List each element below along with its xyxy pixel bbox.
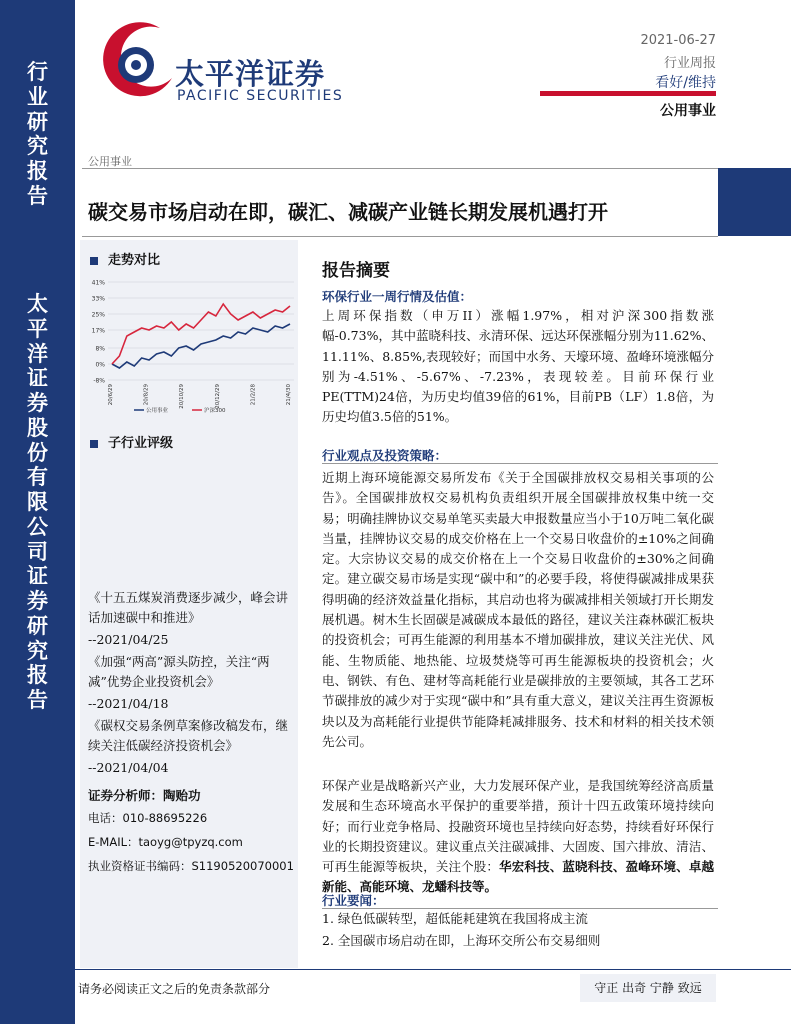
related-report: 《碳权交易条例草案修改稿发布，继续关注低碳经济投资机会》	[88, 718, 289, 753]
analyst-phone: 电话：010-88695226	[88, 811, 208, 825]
pacific-securities-logo-icon	[98, 20, 180, 102]
rating: 看好/维持	[655, 75, 716, 91]
square-bullet-icon	[90, 440, 98, 448]
page-title: 碳交易市场启动在即，碳汇、减碳产业链长期发展机遇打开	[88, 200, 608, 224]
rating-heading: 子行业评级	[90, 432, 173, 451]
related-report: 《十五五煤炭消费逐步减少，峰会讲话加速碳中和推进》	[88, 590, 289, 625]
analyst-name: 证券分析师：陶贻功	[88, 788, 201, 803]
footer-motto: 守正 出奇 宁静 致远	[580, 974, 716, 1002]
y-tick-label: 41%	[91, 279, 105, 287]
brand-name-cn: 太平洋证券	[175, 57, 326, 91]
summary-heading-strategy: 行业观点及投资策略：	[322, 448, 448, 463]
y-tick-label: 17%	[91, 327, 105, 335]
y-tick-label: 33%	[91, 295, 105, 303]
analyst-license: 执业资格证书编码：S1190520070001	[88, 859, 294, 873]
analyst-email: E-MAIL：taoyg@tpyzq.com	[88, 835, 243, 849]
summary-paragraph: 近期上海环境能源交易所发布《关于全国碳排放权交易相关事项的公告》。全国碳排放权交易机构负责组织开展全国碳排放权集中统一交易；明确挂牌协议交易单笔买卖最大申报数量应当小于10万吨二氧化碳当量，挂牌协议交易的成交价格在上一个交易日收盘价的±10%之间确定。大宗协议交易的成交价格在上一个交易日收盘价的±30%之间确定。建立碳交易市场是实现“碳中和”的必要手段，将使得碳减排成果获得明确的经济效益量化指标，其启动也将为碳减排相关领域打开长期发展机遇。树木生长固碳是减碳成本最低的路径，建议关注森林碳汇板块的投资机会；可再生能源的利用基本不增加碳排放，建议关注光伏、风能、生物质能、地热能、垃圾焚烧等可再生能源板块的投资机会；火电、钢铁、有色、建材等高耗能行业是碳排放的主要领域，其各工艺环节碳排放的减少对于实现“碳中和”具有重大意义，建议关注再生资源板块以及为高耗能行业提供节能降耗减排服务、技术和材料的相关技术领先公司。	[322, 470, 714, 749]
divider	[82, 236, 718, 237]
y-tick-label: 0%	[95, 361, 105, 369]
divider	[82, 168, 718, 169]
title-band	[718, 168, 791, 236]
footer-disclaimer: 请务必阅读正文之后的免责条款部分	[78, 982, 271, 996]
report-type: 行业周报	[663, 56, 716, 71]
sidebar-vertical-top: 行 业 研 究 报 告	[27, 59, 48, 208]
related-report-date: --2021/04/25	[88, 632, 169, 647]
legend-label: 沪深300	[204, 408, 226, 414]
sidebar-vertical-bottom: 太 平 洋 证 券 股 份 有 限 公 司 证 券 研 究 报 告	[27, 291, 48, 713]
x-tick-label: 20/10/29	[179, 384, 186, 409]
y-tick-label: 8%	[95, 345, 105, 353]
x-tick-label: 21/2/28	[250, 384, 257, 406]
footer-divider	[75, 969, 791, 970]
square-bullet-icon	[90, 257, 98, 265]
summary-paragraph: 环保产业是战略新兴产业，大力发展环保产业，是我国统筹经济高质量发展和生态环境高水平保护的重要举措，预计十四五政策环境持续向好；而行业竞争格局、投融资环境也呈持续向好态势，持续看好环保行业的长期投资建议。建议重点关注碳减排、大固废、国六排放、清洁、可再生能源等板块，关注个股：华宏科技、蓝晓科技、盈峰环境、卓越新能、高能环境、龙蟠科技等。	[322, 778, 714, 895]
x-tick-label: 20/8/29	[143, 384, 150, 406]
y-tick-label: 25%	[91, 311, 105, 319]
series-line	[112, 324, 290, 368]
y-tick-label: -8%	[93, 377, 105, 385]
summary-paragraph: 上周环保指数（申万II）涨幅1.97%，相对沪深300指数涨幅-0.73%，其中蓝晓科技、永清环保、远达环保涨幅分别为11.62%、11.11%、8.85%,表现较好；而国中水务、天壕环境、盈峰环境涨幅分别为-4.51%、-5.67%、-7.23%，表现较差。目前环保行业PE(TTM)24倍，为历史均值39倍的61%，目前PB（LF）1.8倍，为历史均值3.5倍的51%。	[322, 308, 714, 425]
summary-title: 报告摘要	[322, 261, 390, 281]
trend-heading: 走势对比	[90, 249, 160, 268]
legend-label: 公用事业	[146, 408, 169, 414]
report-date: 2021-06-27	[640, 33, 716, 48]
trend-chart	[86, 270, 298, 420]
divider	[322, 463, 718, 464]
sector-tag: 公用事业	[660, 103, 716, 119]
news-item: 1. 绿色低碳转型，超低能耗建筑在我国将成主流	[322, 911, 588, 926]
red-divider	[540, 91, 716, 96]
x-tick-label: 20/12/29	[214, 384, 221, 409]
sector-small: 公用事业	[88, 155, 132, 168]
related-report-date: --2021/04/04	[88, 760, 169, 775]
series-line	[112, 304, 290, 364]
x-tick-label: 21/4/30	[286, 384, 292, 406]
brand-name-en: PACIFIC SECURITIES	[177, 88, 344, 104]
recommended-stocks: 华宏科技、蓝晓科技、盈峰环境、卓越新能、高能环境、龙蟠科技等。	[322, 859, 714, 895]
related-report: 《加强“两高”源头防控，关注“两减”优势企业投资机会》	[88, 654, 270, 689]
summary-heading-market: 环保行业一周行情及估值：	[322, 289, 473, 304]
x-tick-label: 20/6/29	[108, 384, 114, 406]
summary-heading-news: 行业要闻：	[322, 893, 385, 908]
news-item: 2. 全国碳市场启动在即，上海环交所公布交易细则	[322, 933, 601, 948]
related-report-date: --2021/04/18	[88, 696, 169, 711]
